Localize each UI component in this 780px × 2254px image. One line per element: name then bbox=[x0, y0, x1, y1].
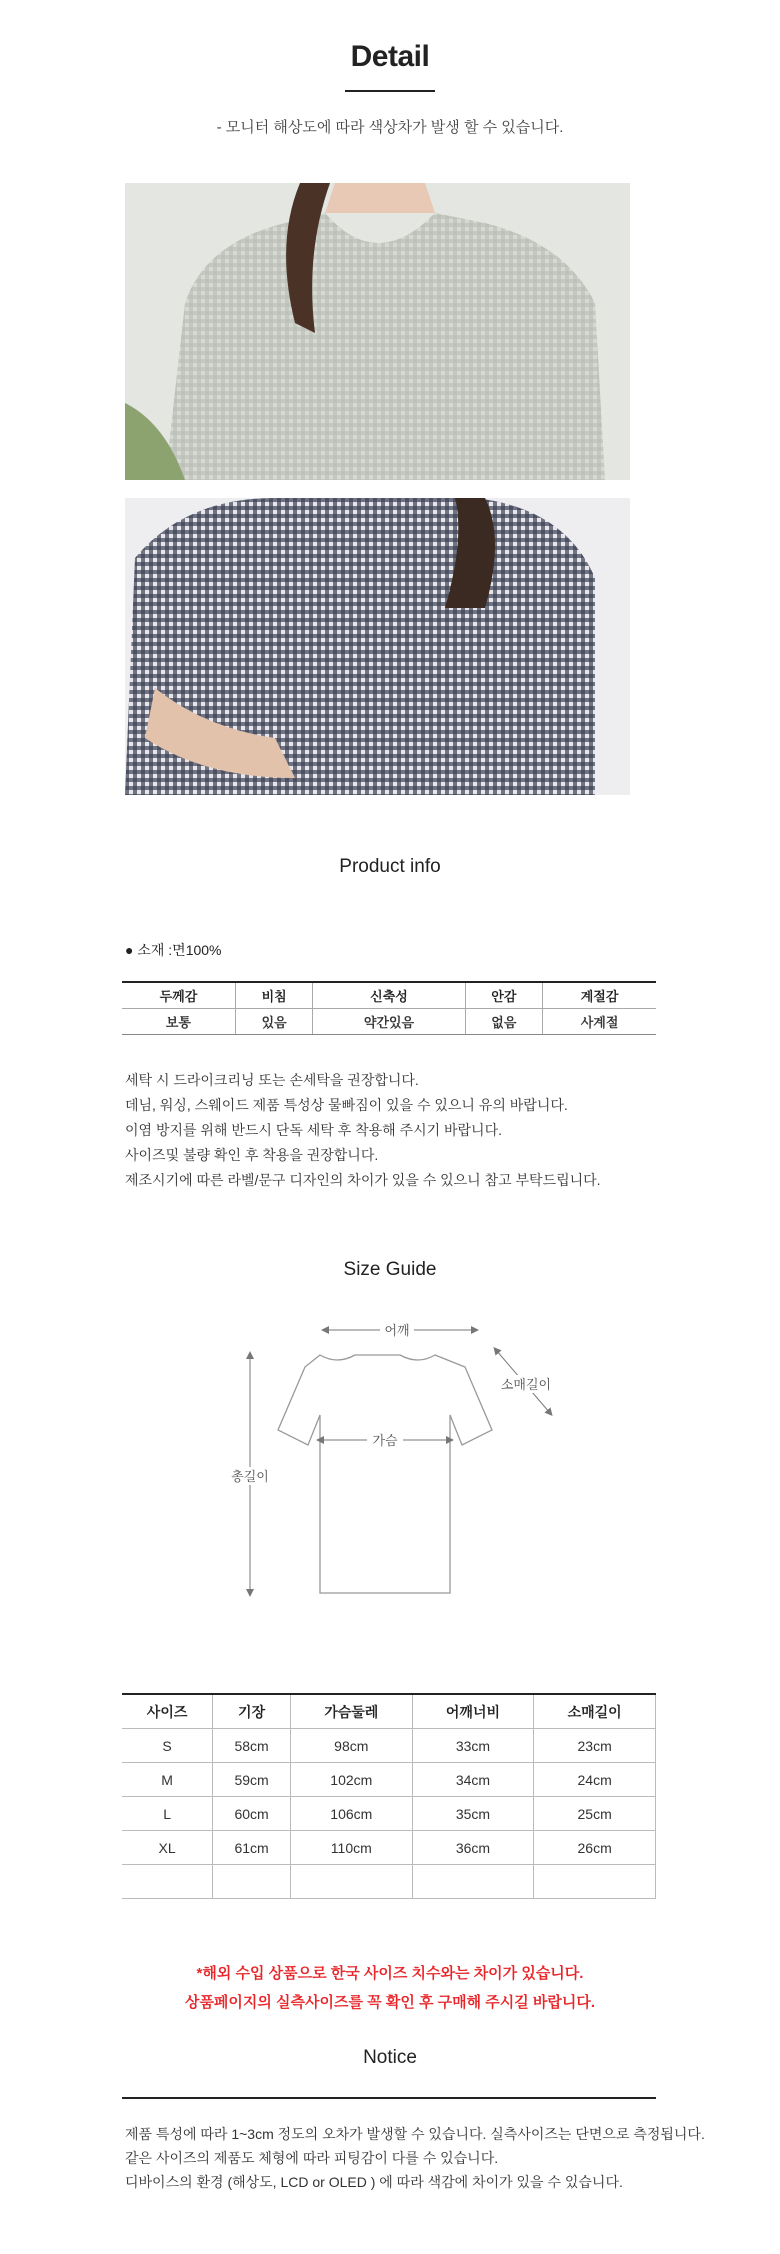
size-cell: 23cm bbox=[534, 1729, 656, 1763]
size-row-xl bbox=[122, 1831, 656, 1865]
size-cell: 58cm bbox=[213, 1729, 291, 1763]
size-cell: XL bbox=[122, 1831, 213, 1865]
property-value: 보통 bbox=[122, 1009, 235, 1035]
notice-title: Notice bbox=[363, 2047, 417, 2068]
notice-text bbox=[125, 2122, 705, 2194]
size-header: 어깨너비 bbox=[412, 1694, 534, 1729]
property-value: 사계절 bbox=[543, 1009, 656, 1035]
size-cell bbox=[534, 1865, 656, 1899]
care-note: 제조시기에 따른 라벨/문구 디자인의 차이가 있을 수 있으니 참고 부탁드립니다. bbox=[125, 1172, 601, 1188]
detail-subtitle: - 모니터 해상도에 따라 색상차가 발생 할 수 있습니다. bbox=[216, 119, 564, 136]
size-cell bbox=[290, 1865, 412, 1899]
tshirt-outline bbox=[278, 1355, 492, 1593]
size-cell: 98cm bbox=[290, 1729, 412, 1763]
size-cell: 59cm bbox=[213, 1763, 291, 1797]
chest-label: 가슴 bbox=[372, 1433, 398, 1448]
size-row-s bbox=[122, 1729, 656, 1763]
product-info-title: Product info bbox=[339, 856, 441, 877]
product-photo-gray-blouse bbox=[125, 183, 630, 480]
size-cell bbox=[122, 1865, 213, 1899]
properties-value-row bbox=[122, 1009, 656, 1035]
size-table bbox=[122, 1693, 656, 1899]
detail-title-underline bbox=[345, 90, 435, 92]
size-cell: 33cm bbox=[412, 1729, 534, 1763]
size-cell bbox=[213, 1865, 291, 1899]
size-cell: 34cm bbox=[412, 1763, 534, 1797]
sleeve-label: 소매길이 bbox=[500, 1377, 552, 1392]
care-note: 세탁 시 드라이크리닝 또는 손세탁을 권장합니다. bbox=[125, 1072, 419, 1088]
size-row-empty bbox=[122, 1865, 656, 1899]
size-header: 기장 bbox=[213, 1694, 291, 1729]
product-properties-table bbox=[122, 981, 656, 1035]
size-cell: S bbox=[122, 1729, 213, 1763]
size-cell: 60cm bbox=[213, 1797, 291, 1831]
size-cell: 25cm bbox=[534, 1797, 656, 1831]
size-cell: 61cm bbox=[213, 1831, 291, 1865]
size-warning-line-1: *해외 수입 상품으로 한국 사이즈 치수와는 차이가 있습니다. bbox=[196, 1965, 584, 1982]
size-table-header-row bbox=[122, 1694, 656, 1729]
property-header: 두께감 bbox=[122, 982, 235, 1009]
size-cell: M bbox=[122, 1763, 213, 1797]
material-info: ● 소재 :면100% bbox=[125, 942, 222, 958]
detail-title: Detail bbox=[350, 40, 430, 73]
property-value: 있음 bbox=[235, 1009, 313, 1035]
size-cell: 26cm bbox=[534, 1831, 656, 1865]
care-note: 데님, 워싱, 스웨이드 제품 특성상 물빠짐이 있을 수 있으니 유의 바랍니다. bbox=[125, 1097, 568, 1113]
notice-line: 제품 특성에 따라 1~3cm 정도의 오차가 발생할 수 있습니다. 실측사이즈는 단면으로 측정됩니다. bbox=[125, 2126, 705, 2142]
property-value: 없음 bbox=[465, 1009, 543, 1035]
size-warning-line-2: 상품페이지의 실측사이즈를 꼭 확인 후 구매해 주시길 바랍니다. bbox=[184, 1994, 596, 2011]
size-cell: 106cm bbox=[290, 1797, 412, 1831]
size-header: 가슴둘레 bbox=[290, 1694, 412, 1729]
size-cell: 110cm bbox=[290, 1831, 412, 1865]
length-label: 총길이 bbox=[231, 1469, 269, 1484]
size-guide-title: Size Guide bbox=[343, 1259, 437, 1280]
notice-line: 디바이스의 환경 (해상도, LCD or OLED ) 에 따라 색감에 차이가 있을 수 있습니다. bbox=[125, 2174, 623, 2190]
property-header: 신축성 bbox=[313, 982, 465, 1009]
size-cell: L bbox=[122, 1797, 213, 1831]
size-cell: 102cm bbox=[290, 1763, 412, 1797]
size-cell: 35cm bbox=[412, 1797, 534, 1831]
size-cell bbox=[412, 1865, 534, 1899]
size-row-m bbox=[122, 1763, 656, 1797]
care-instructions bbox=[125, 1068, 601, 1193]
property-header: 비침 bbox=[235, 982, 313, 1009]
size-cell: 24cm bbox=[534, 1763, 656, 1797]
size-cell: 36cm bbox=[412, 1831, 534, 1865]
notice-line: 같은 사이즈의 제품도 체형에 따라 피팅감이 다를 수 있습니다. bbox=[125, 2150, 499, 2166]
property-header: 안감 bbox=[465, 982, 543, 1009]
size-guide-diagram bbox=[220, 1315, 560, 1605]
shoulder-label: 어깨 bbox=[384, 1323, 410, 1338]
care-note: 이염 방지를 위해 반드시 단독 세탁 후 착용해 주시기 바랍니다. bbox=[125, 1122, 502, 1138]
size-row-l bbox=[122, 1797, 656, 1831]
product-photo-navy-blouse bbox=[125, 498, 630, 795]
size-header: 소매길이 bbox=[534, 1694, 656, 1729]
property-value: 약간있음 bbox=[313, 1009, 465, 1035]
size-header: 사이즈 bbox=[122, 1694, 213, 1729]
care-note: 사이즈및 불량 확인 후 착용을 권장합니다. bbox=[125, 1147, 379, 1163]
notice-divider bbox=[122, 2097, 656, 2099]
properties-header-row bbox=[122, 982, 656, 1009]
property-header: 계절감 bbox=[543, 982, 656, 1009]
